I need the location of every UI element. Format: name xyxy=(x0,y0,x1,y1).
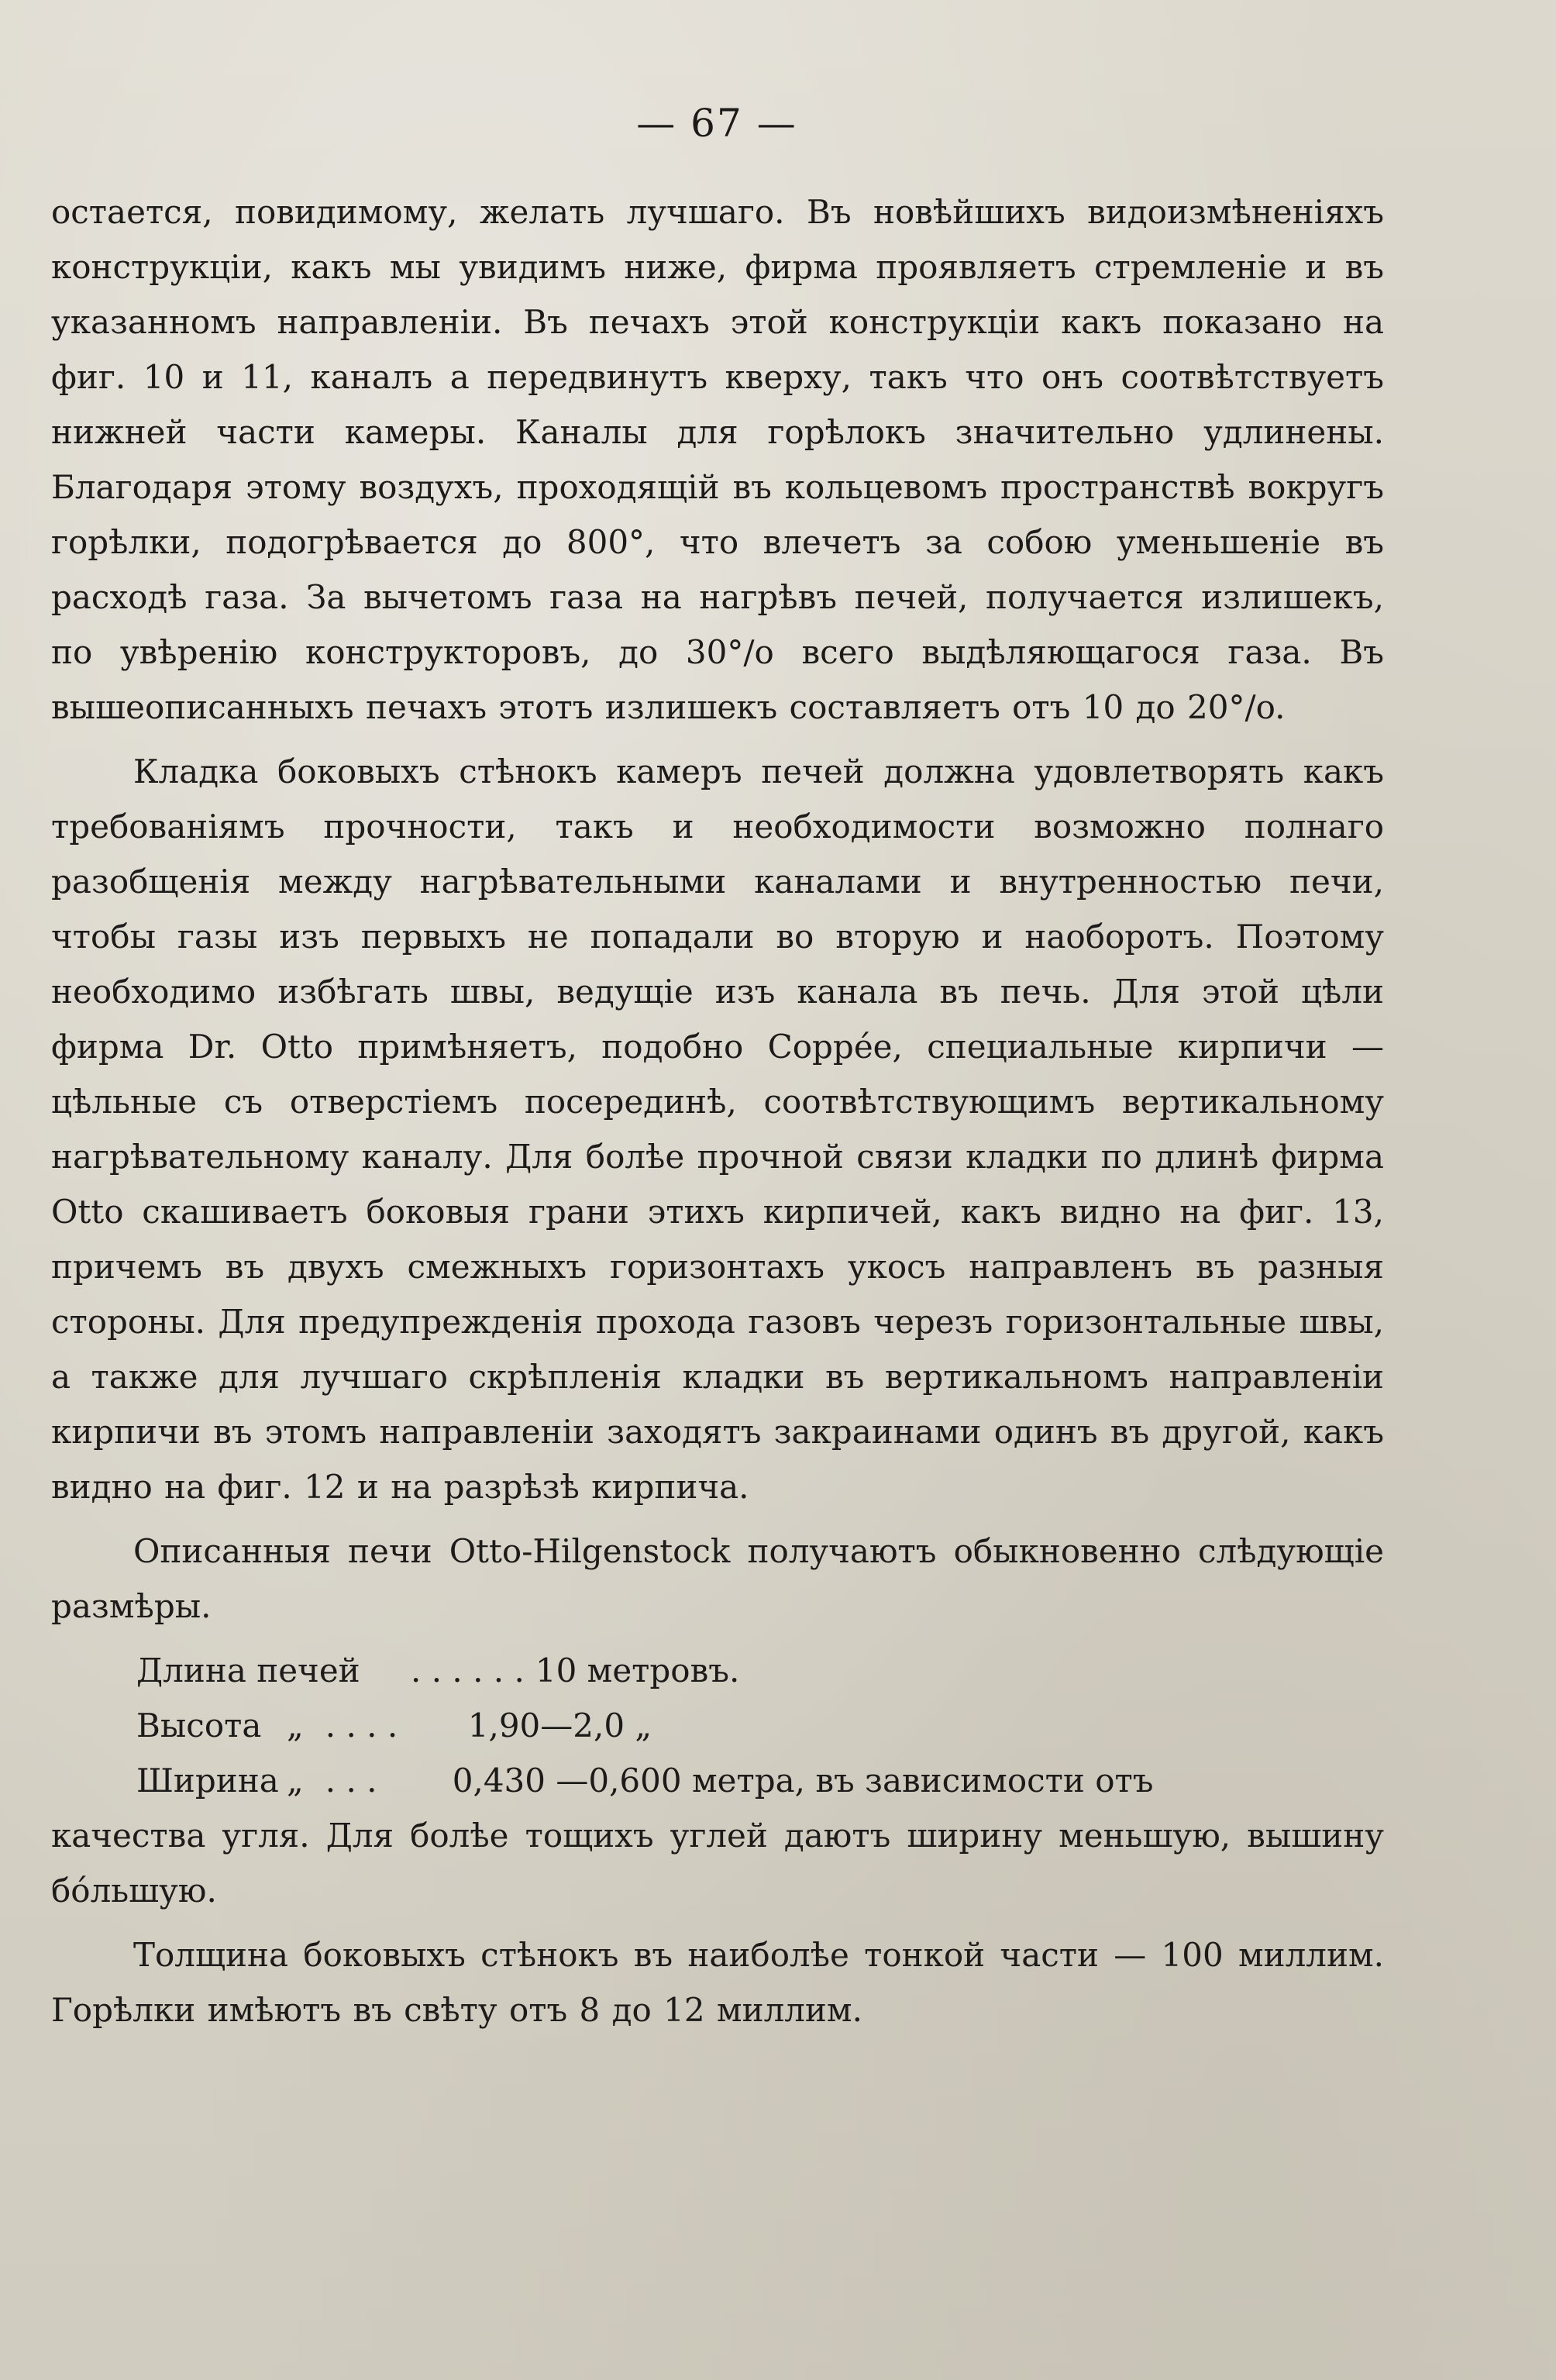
dimension-width-row xyxy=(136,1753,1384,1808)
dimension-width-value: 0,430 —0,600 метра, въ зависимости отъ xyxy=(452,1762,1154,1800)
dimension-height-value: 1,90—2,0 „ xyxy=(467,1707,652,1745)
dimension-height-leader: . . . . xyxy=(325,1707,398,1745)
dimension-height-ditto: „ xyxy=(287,1707,304,1745)
dimension-width-ditto: „ xyxy=(287,1762,304,1800)
dimension-width-label: Ширина xyxy=(136,1762,279,1800)
dimension-width-continuation: качества угля. Для болѣе тощихъ углей даютъ ширину меньшую, вышину бо́льшую. xyxy=(51,1817,1384,1910)
paragraph-gas-surplus: остается, повидимому, желать лучшаго. Въ новѣйшихъ видоизмѣненіяхъ конструкціи, какъ мы увидимъ ниже, фирма проявляетъ стремленіе и въ указанномъ направленіи. Въ печахъ этой конструкціи какъ показано на фиг. 10 и 11, каналъ a передвинутъ кверху, такъ что онъ соотвѣтствуетъ нижней части камеры. Каналы для горѣлокъ значительно удлинены. Благодаря этому воздухъ, проходящій въ кольцевомъ пространствѣ вокругъ горѣлки, подогрѣвается до 800°, что влечетъ за собою уменьшеніе въ расходѣ газа. За вычетомъ газа на нагрѣвъ печей, получается излишекъ, по увѣренію конструкторовъ, до 30°/o всего выдѣляющагося газа. Въ вышеописанныхъ печахъ этотъ излишекъ составляетъ отъ 10 до 20°/o. xyxy=(51,193,1384,726)
dimension-length-leader: . . . . . . xyxy=(411,1652,525,1689)
paragraph-wall-masonry: Кладка боковыхъ стѣнокъ камеръ печей должна удовлетворять какъ требованіямъ прочности, такъ и необходимости возможно полнаго разобщенія между нагрѣвательными каналами и внутренностью печи, чтобы газы изъ первыхъ не попадали во вторую и наоборотъ. Поэтому необходимо избѣгать швы, ведущіе изъ канала въ печь. Для этой цѣли фирма Dr. Otto примѣняетъ, подобно Coppée, специальные кирпичи — цѣльные съ отверстіемъ посерединѣ, соотвѣтствующимъ вертикальному нагрѣвательному каналу. Для болѣе прочной связи кладки по длинѣ фирма Otto скашиваетъ боковыя грани этихъ кирпичей, какъ видно на фиг. 13, причемъ въ двухъ смежныхъ горизонтахъ укосъ направленъ въ разныя стороны. Для предупрежденія прохода газовъ черезъ горизонтальные швы, а также для лучшаго скрѣпленія кладки въ вертикальномъ направленіи кирпичи въ этомъ направленіи заходятъ закраинами одинъ въ другой, какъ видно на фиг. 12 и на разрѣзѣ кирпича. xyxy=(51,753,1384,1506)
dimension-length-value: 10 метровъ. xyxy=(535,1652,740,1689)
dimension-length-label: Длина печей xyxy=(136,1652,360,1689)
paragraph-oven-sizes-intro: Описанныя печи Otto-Hilgenstock получаютъ обыкновенно слѣдующіе размѣры. xyxy=(51,1532,1384,1625)
dimensions-list xyxy=(51,1643,1384,1808)
dimension-height-label: Высота xyxy=(136,1707,262,1745)
page-number: — 67 — xyxy=(636,101,797,146)
dimension-width-leader: . . . xyxy=(325,1762,377,1800)
dimension-length-row xyxy=(136,1643,1384,1698)
paragraph-wall-thickness: Толщина боковыхъ стѣнокъ въ наиболѣе тонкой части — 100 миллим. Горѣлки имѣютъ въ свѣту отъ 8 до 12 миллим. xyxy=(51,1936,1384,2029)
dimension-height-row xyxy=(136,1698,1384,1753)
body-text xyxy=(51,184,1384,2047)
